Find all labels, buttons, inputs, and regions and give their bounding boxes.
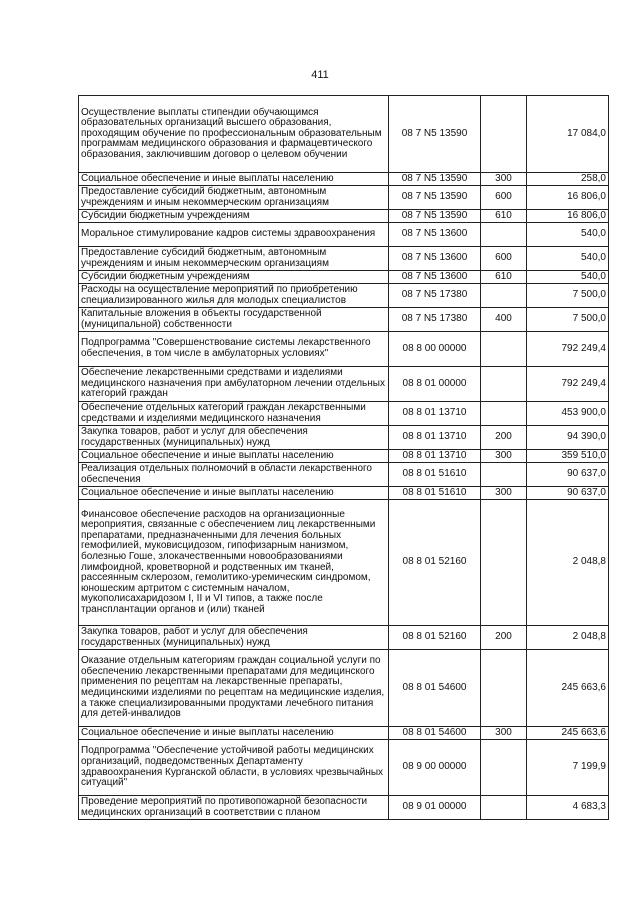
row-amount: 94 390,0 (527, 426, 609, 450)
row-type (481, 284, 527, 308)
row-code: 08 8 00 00000 (389, 332, 481, 367)
row-type: 200 (481, 626, 527, 650)
row-code: 08 7 N5 17380 (389, 308, 481, 332)
row-type (481, 650, 527, 727)
row-type: 300 (481, 450, 527, 463)
row-type (481, 223, 527, 247)
row-name: Осуществление выплаты стипендии обучающимся образовательных организаций высшего образования, проходящим обучение по профессиональным образовательным программам медицинского образования и фармацевтического образования, заключившим договор о целевом обучении (79, 96, 389, 173)
row-name: Предоставление субсидий бюджетным, автономным учреждениям и иным некоммерческим организациям (79, 247, 389, 271)
page-number: 411 (311, 69, 329, 81)
row-code: 08 7 N5 13600 (389, 223, 481, 247)
row-type: 610 (481, 271, 527, 284)
row-name: Социальное обеспечение и иные выплаты населению (79, 487, 389, 500)
table-row (79, 727, 609, 740)
table-row (79, 247, 609, 271)
row-amount: 359 510,0 (527, 450, 609, 463)
row-name: Закупка товаров, работ и услуг для обеспечения государственных (муниципальных) нужд (79, 426, 389, 450)
table-row (79, 308, 609, 332)
row-amount: 2 048,8 (527, 626, 609, 650)
table-row (79, 740, 609, 796)
row-code: 08 8 01 52160 (389, 500, 481, 626)
row-code: 08 9 01 00000 (389, 796, 481, 820)
row-name: Подпрограмма "Обеспечение устойчивой работы медицинских организаций, подведомственных Департаменту здравоохранения Курганской области, в условиях чрезвычайных ситуаций" (79, 740, 389, 796)
row-amount: 245 663,6 (527, 650, 609, 727)
row-type: 610 (481, 210, 527, 223)
row-name: Закупка товаров, работ и услуг для обеспечения государственных (муниципальных) нужд (79, 626, 389, 650)
table-row (79, 650, 609, 727)
row-type: 300 (481, 727, 527, 740)
row-code: 08 8 01 54600 (389, 727, 481, 740)
row-type: 300 (481, 487, 527, 500)
row-amount: 792 249,4 (527, 367, 609, 402)
row-code: 08 8 01 13710 (389, 426, 481, 450)
row-name: Реализация отдельных полномочий в области лекарственного обеспечения (79, 463, 389, 487)
row-code: 08 8 01 54600 (389, 650, 481, 727)
row-code: 08 9 00 00000 (389, 740, 481, 796)
table-row (79, 271, 609, 284)
row-code: 08 7 N5 13600 (389, 247, 481, 271)
table-row (79, 223, 609, 247)
budget-table-body (79, 96, 609, 820)
row-type: 600 (481, 186, 527, 210)
row-name: Капитальные вложения в объекты государственной (муниципальной) собственности (79, 308, 389, 332)
row-code: 08 8 01 51610 (389, 463, 481, 487)
row-type (481, 463, 527, 487)
row-amount: 540,0 (527, 223, 609, 247)
row-type: 200 (481, 426, 527, 450)
row-amount: 245 663,6 (527, 727, 609, 740)
row-code: 08 7 N5 13590 (389, 96, 481, 173)
row-name: Субсидии бюджетным учреждениям (79, 271, 389, 284)
row-amount: 17 084,0 (527, 96, 609, 173)
row-type (481, 500, 527, 626)
table-row (79, 626, 609, 650)
row-name: Обеспечение отдельных категорий граждан лекарственными средствами и изделиями медицинского назначения (79, 402, 389, 426)
row-amount: 16 806,0 (527, 186, 609, 210)
row-code: 08 8 01 00000 (389, 367, 481, 402)
row-type: 600 (481, 247, 527, 271)
row-type (481, 402, 527, 426)
row-type (481, 740, 527, 796)
row-name: Социальное обеспечение и иные выплаты населению (79, 450, 389, 463)
row-amount: 453 900,0 (527, 402, 609, 426)
budget-table (78, 95, 609, 820)
table-row (79, 487, 609, 500)
row-code: 08 8 01 51610 (389, 487, 481, 500)
row-amount: 2 048,8 (527, 500, 609, 626)
table-row (79, 210, 609, 223)
table-row (79, 450, 609, 463)
row-amount: 7 500,0 (527, 284, 609, 308)
row-name: Подпрограмма "Совершенствование системы лекарственного обеспечения, в том числе в амбулаторных условиях" (79, 332, 389, 367)
row-amount: 16 806,0 (527, 210, 609, 223)
row-amount: 90 637,0 (527, 487, 609, 500)
row-code: 08 7 N5 13590 (389, 173, 481, 186)
row-type (481, 96, 527, 173)
table-row (79, 500, 609, 626)
row-code: 08 7 N5 17380 (389, 284, 481, 308)
row-name: Проведение мероприятий по противопожарной безопасности медицинских организаций в соответствии с планом (79, 796, 389, 820)
table-row (79, 426, 609, 450)
row-name: Финансовое обеспечение расходов на организационные мероприятия, связанные с обеспечением лиц лекарственными препаратами, предназначенными для лечения больных гемофилией, муковисцидозом, гипофизарным нанизмом, болезнью Гоше, злокачественными новообразованиями лимфоидной, кроветворной и родственных им тканей, рассеянным склерозом, гемолитико-уремическим синдромом, юношеским артритом с системным началом, мукополисахаридозом I, II и VI типов, а также после трансплантации органов и (или) тканей (79, 500, 389, 626)
row-name: Субсидии бюджетным учреждениям (79, 210, 389, 223)
row-amount: 7 500,0 (527, 308, 609, 332)
row-type (481, 332, 527, 367)
row-name: Предоставление субсидий бюджетным, автономным учреждениям и иным некоммерческим организациям (79, 186, 389, 210)
table-row (79, 367, 609, 402)
table-row (79, 463, 609, 487)
table-row (79, 402, 609, 426)
row-amount: 540,0 (527, 271, 609, 284)
table-row (79, 173, 609, 186)
table-row (79, 796, 609, 820)
row-amount: 258,0 (527, 173, 609, 186)
row-code: 08 7 N5 13590 (389, 186, 481, 210)
row-type (481, 367, 527, 402)
row-name: Социальное обеспечение и иные выплаты населению (79, 727, 389, 740)
row-name: Моральное стимулирование кадров системы здравоохранения (79, 223, 389, 247)
row-code: 08 8 01 13710 (389, 402, 481, 426)
row-amount: 792 249,4 (527, 332, 609, 367)
table-row (79, 332, 609, 367)
row-amount: 7 199,9 (527, 740, 609, 796)
row-code: 08 8 01 52160 (389, 626, 481, 650)
row-code: 08 8 01 13710 (389, 450, 481, 463)
row-type: 400 (481, 308, 527, 332)
row-name: Обеспечение лекарственными средствами и изделиями медицинского назначения при амбулаторном лечении отдельных категорий граждан (79, 367, 389, 402)
table-row (79, 96, 609, 173)
row-code: 08 7 N5 13590 (389, 210, 481, 223)
row-amount: 540,0 (527, 247, 609, 271)
row-code: 08 7 N5 13600 (389, 271, 481, 284)
table-row (79, 284, 609, 308)
row-amount: 90 637,0 (527, 463, 609, 487)
table-row (79, 186, 609, 210)
row-type (481, 796, 527, 820)
row-type: 300 (481, 173, 527, 186)
row-name: Социальное обеспечение и иные выплаты населению (79, 173, 389, 186)
row-name: Оказание отдельным категориям граждан социальной услуги по обеспечению лекарственными препаратами для медицинского применения по рецептам на лекарственные препараты, медицинскими изделиями по рецептам на медицинские изделия, а также специализированными продуктами лечебного питания для детей-инвалидов (79, 650, 389, 727)
row-amount: 4 683,3 (527, 796, 609, 820)
row-name: Расходы на осуществление мероприятий по приобретению специализированного жилья для молодых специалистов (79, 284, 389, 308)
